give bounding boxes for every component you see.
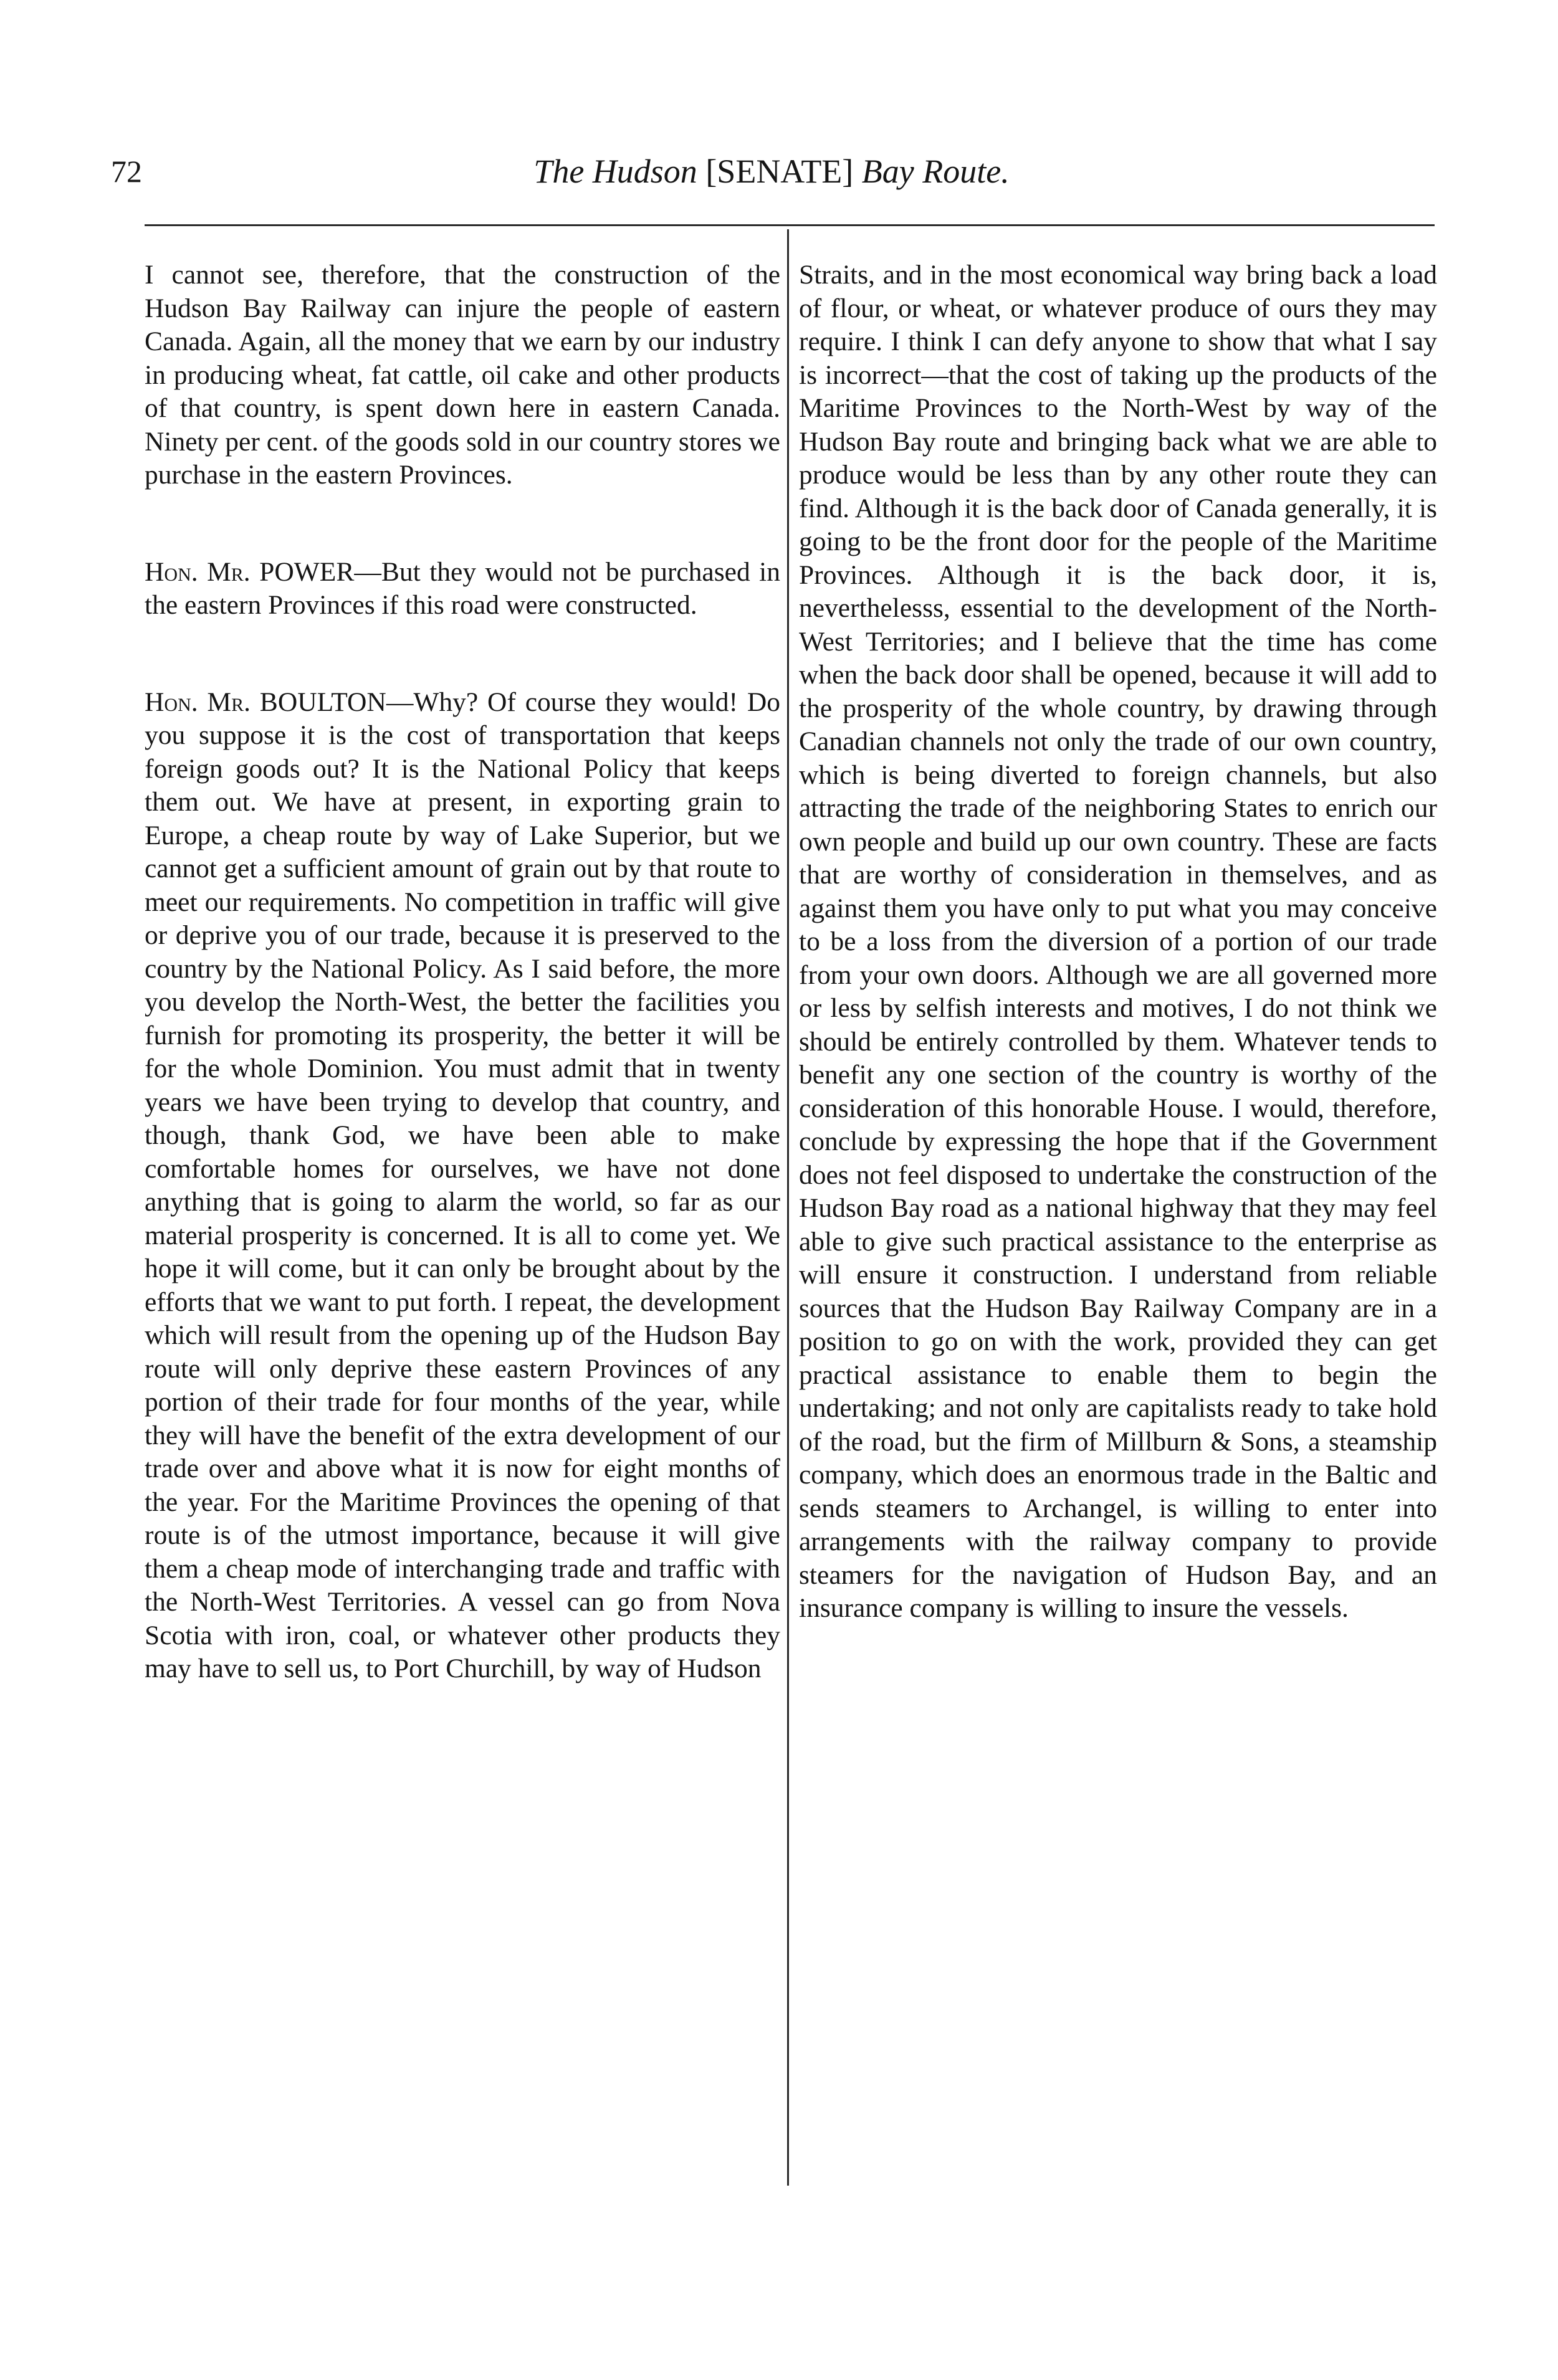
- running-header: [111, 150, 1432, 193]
- speaker-name: Hon. Mr. BOULTON: [145, 687, 386, 717]
- running-title: [111, 150, 1432, 193]
- running-title-chamber: [SENATE]: [705, 153, 854, 190]
- header-rule: [145, 224, 1435, 226]
- running-title-left: The Hudson: [533, 153, 697, 190]
- page-number: 72: [111, 154, 142, 189]
- right-column: [799, 259, 1437, 1626]
- paragraph: I cannot see, therefore, that the construction of the Hudson Bay Railway can injure the people of eastern Canada. Again, all the money that we earn by our industry in producing wheat, fat cattle, oil cake and other products of that country, is spent down here in eastern Canada. Ninety per cent. of the goods sold in our country stores we purchase in the eastern Provinces.: [145, 260, 780, 490]
- speech-power: [145, 556, 780, 622]
- speech-text: —Why? Of course they would! Do you suppose it is the cost of transportation that keeps foreign goods out? It is the National Policy that keeps them out. We have at present, in exporting grain to Europe, a cheap route by way of Lake Superior, but we cannot get a sufficient amount of grain out by that route to meet our requirements. No competition in traffic will give or deprive you of our trade, because it is preserved to the country by the National Policy. As I said before, the more you develop the North-West, the better the facilities you furnish for promoting its prosperity, the better it will be for the whole Dominion. You must admit that in twenty years we have been trying to develop that country, and though, thank God, we have been able to make comfortable homes for ourselves, we have not done anything that is going to alarm the world, so far as our material prosperity is concerned. It is all to come yet. We hope it will come, but it can only be brought about by the efforts that we want to put forth. I repeat, the development which will result from the opening up of the Hudson Bay route will only deprive these eastern Provinces of any portion of their trade for four months of the year, while they will have the benefit of the extra development of our trade over and above what it is now for eight months of the year. For the Maritime Provinces the opening of that route is of the utmost importance, because it will give them a cheap mode of interchanging trade and traffic with the North-West Territories. A vessel can go from Nova Scotia with iron, coal, or whatever other products they may have to sell us, to Port Churchill, by way of Hudson: [145, 687, 780, 1683]
- left-column: [145, 259, 780, 1686]
- paragraph: Straits, and in the most economical way bring back a load of flour, or wheat, or whatever produce of ours they may require. I think I can defy anyone to show that what I say is incorrect—that the cost of taking up the products of the Maritime Provinces to the North-West by way of the Hudson Bay route and bringing back what we are able to produce would be less than by any other route they can find. Although it is the back door of Canada generally, it is going to be the front door for the people of the Maritime Provinces. Although it is the back door, it is, neverthelesss, essential to the development of the North-West Territories; and I believe that the time has come when the back door shall be opened, because it will add to the prosperity of the whole country, by drawing through Canadian channels not only the trade of our own country, which is being diverted to foreign channels, but also attracting the trade of the neighboring States to enrich our own people and build up our own country. These are facts that are worthy of consideration in themselves, and as against them you have only to put what you may conceive to be a loss from the diversion of a portion of our trade from your own doors. Although we are all governed more or less by selfish interests and motives, I do not think we should be entirely controlled by them. Whatever tends to benefit any one section of the country is worthy of the consideration of this honorable House. I would, therefore, conclude by expressing the hope that if the Government does not feel disposed to undertake the construction of the Hudson Bay road as a national highway that they may feel able to give such practical assistance to the enterprise as will ensure it construction. I understand from reliable sources that the Hudson Bay Railway Company are in a position to go on with the work, provided they can get practical assistance to enable them to begin the undertaking; and not only are capitalists ready to take hold of the road, but the firm of Millburn & Sons, a steamship company, which does an enormous trade in the Baltic and sends steamers to Archangel, is willing to enter into arrangements with the railway company to provide steamers for the navigation of Hudson Bay, and an insurance company is willing to insure the vessels.: [799, 260, 1437, 1623]
- paragraph-gap: [145, 622, 780, 686]
- speech-boulton: [145, 686, 780, 1686]
- running-title-right: Bay Route.: [861, 153, 1010, 190]
- speech-text: —But they would not be purchased in the eastern Provinces if this road were constructed.: [145, 556, 780, 620]
- paragraph-gap: [145, 492, 780, 556]
- speaker-name: Hon. Mr. POWER: [145, 556, 355, 587]
- column-divider: [787, 229, 789, 2186]
